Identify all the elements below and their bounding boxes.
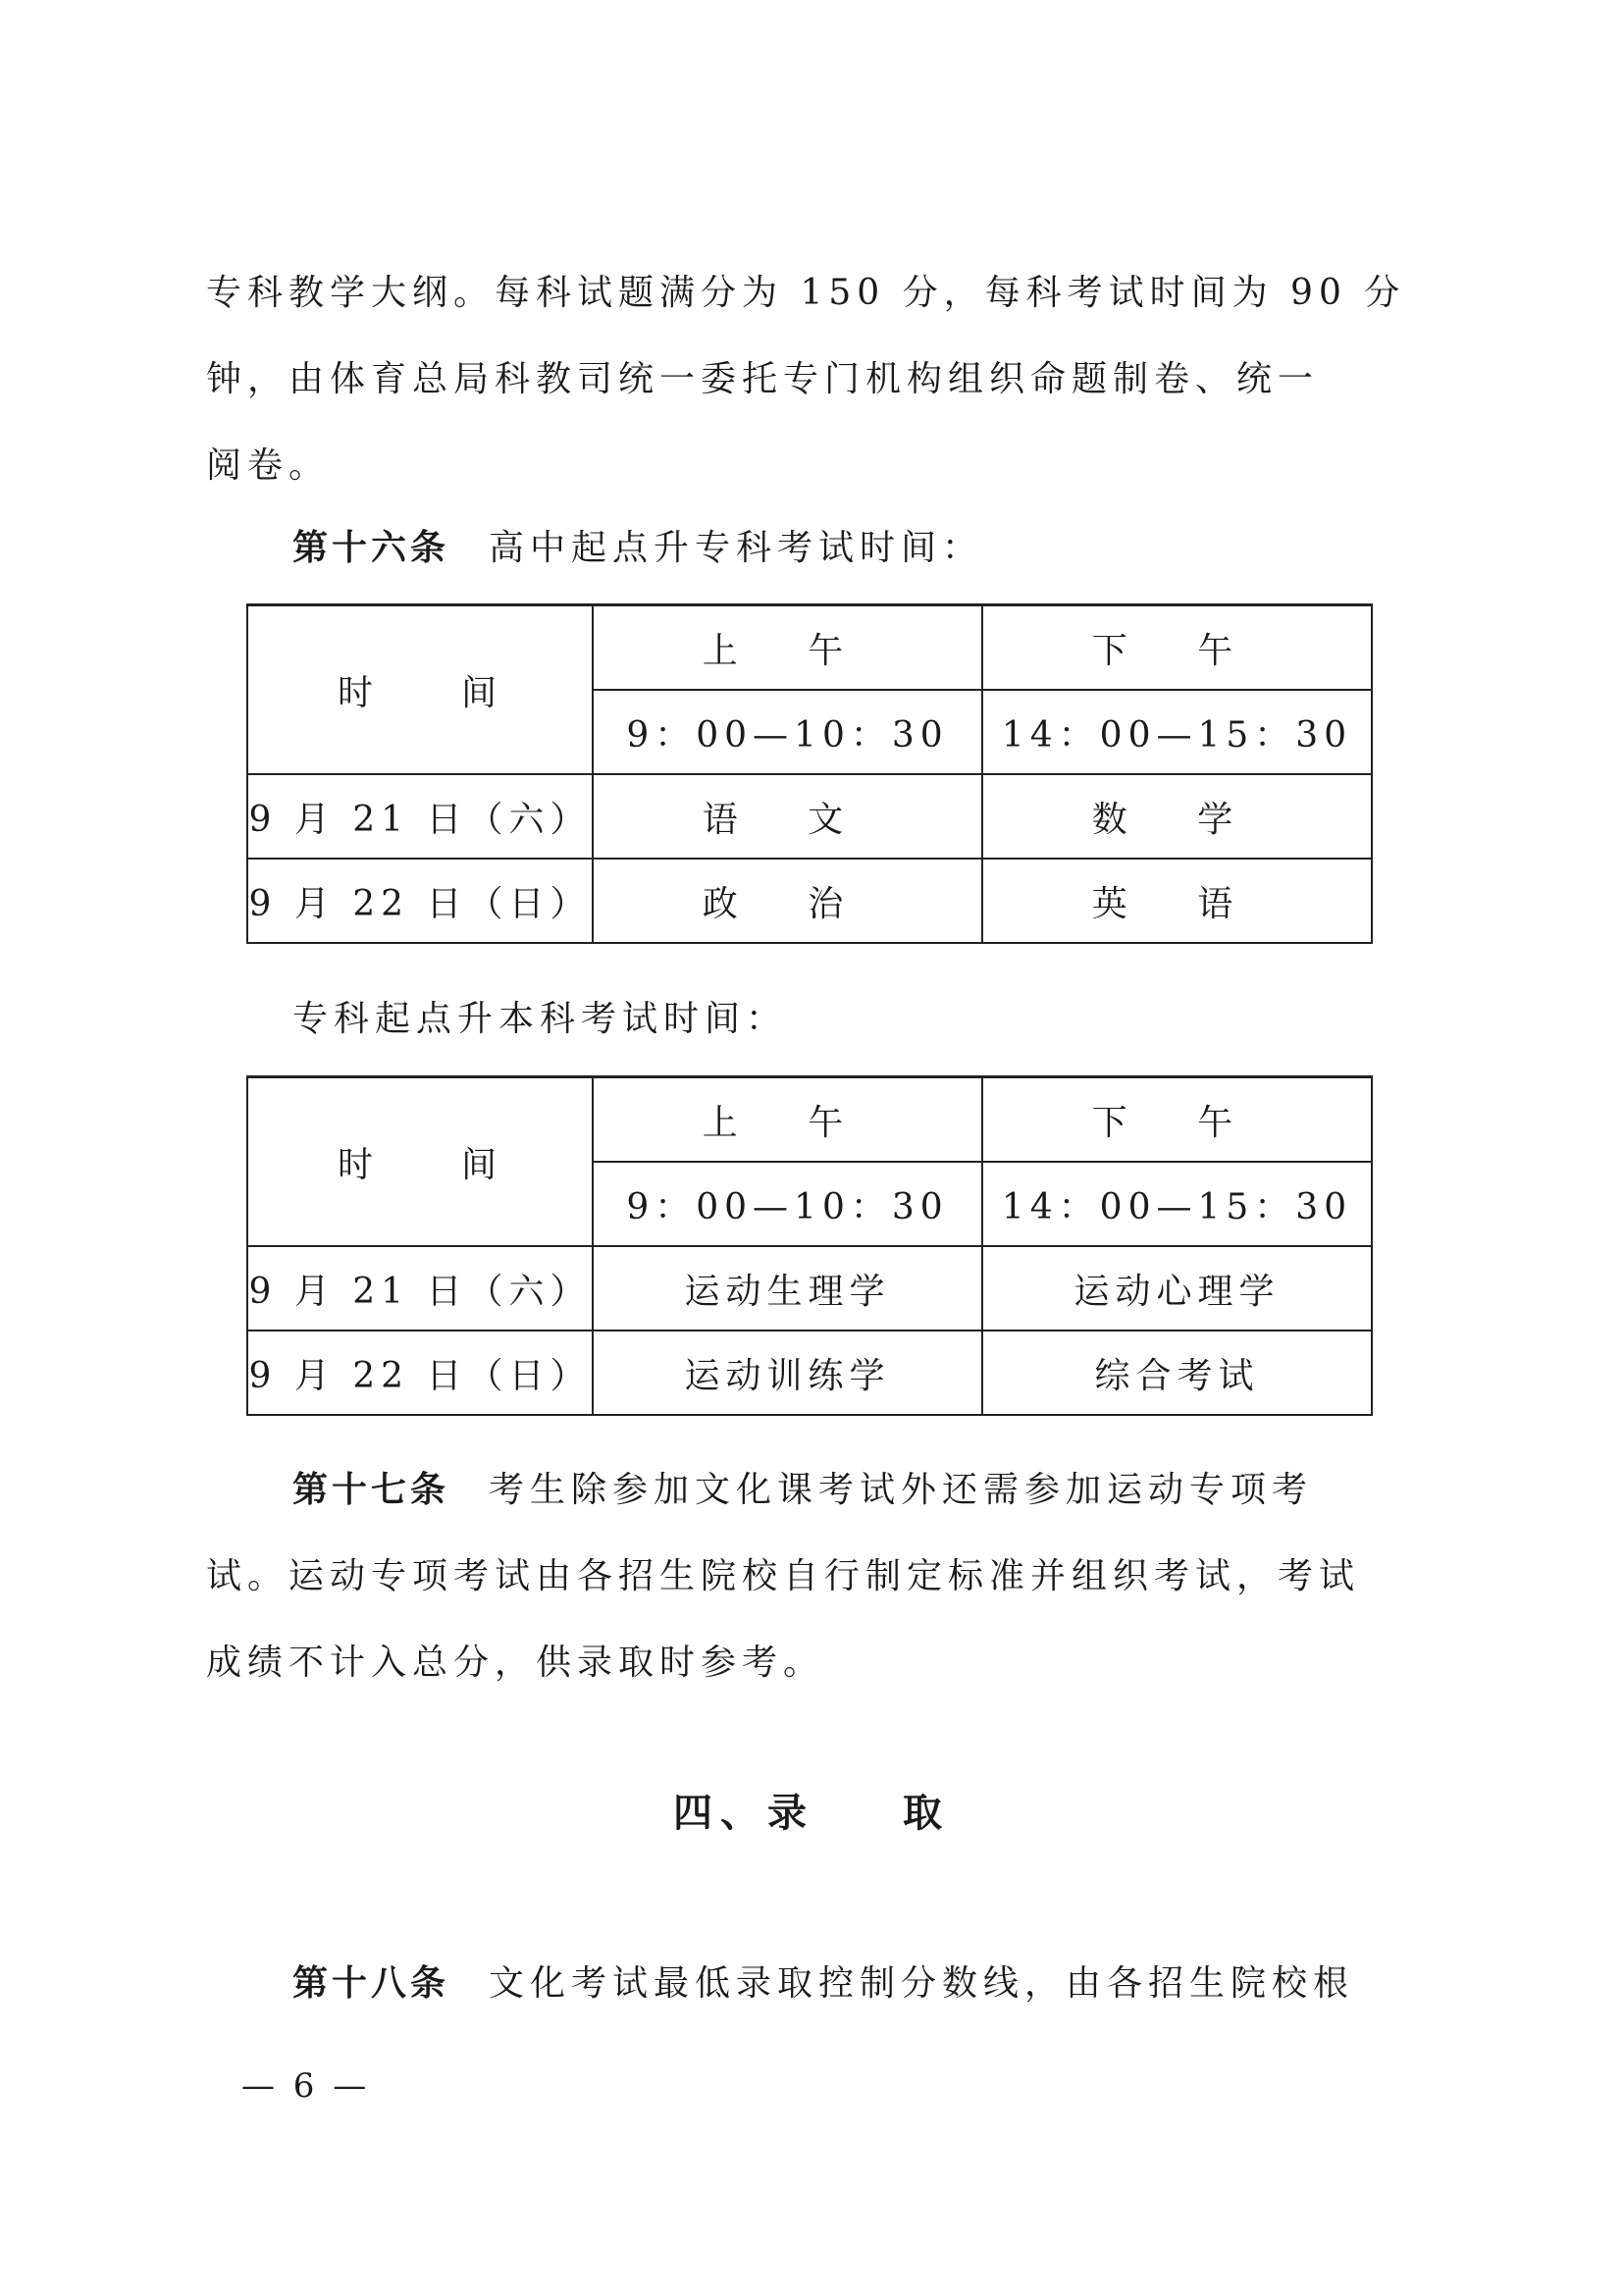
date-cell <box>247 1331 593 1415</box>
am-time: 9：00—10：30 <box>626 714 949 756</box>
time-header: 时 间 <box>337 672 502 713</box>
pm-subject: 英 语 <box>1091 883 1263 924</box>
am-time-cell <box>593 1162 982 1246</box>
date-cell <box>247 774 593 859</box>
pm-header-cell <box>982 1077 1372 1163</box>
pm-subject: 运动心理学 <box>1073 1271 1281 1312</box>
article-17-lead: 第十七条 <box>292 1470 450 1510</box>
table-row <box>247 774 1372 859</box>
am-subject: 运动训练学 <box>684 1355 891 1396</box>
pm-time-cell <box>982 1162 1372 1246</box>
am-time: 9：00—10：30 <box>626 1186 949 1227</box>
pm-subject-cell <box>982 774 1372 859</box>
para1-line-3: 阅卷。 <box>206 445 331 486</box>
am-subject: 运动生理学 <box>684 1271 891 1312</box>
date: 9 月 21 日（六） <box>248 799 592 840</box>
am-subject-cell <box>593 859 982 943</box>
table-row <box>247 1246 1372 1331</box>
pm-time: 14：00—15：30 <box>1001 1186 1353 1227</box>
article-16 <box>292 520 1499 570</box>
section-heading-prefix: 四、录 <box>673 1791 814 1836</box>
pm-header-cell <box>982 605 1372 691</box>
article-17-line-1 <box>292 1462 1499 1512</box>
article-18 <box>292 1956 1499 2006</box>
date: 9 月 22 日（日） <box>248 1355 592 1396</box>
page-number: — 6 — <box>241 2066 371 2106</box>
subtitle-upgrade-bachelor: 专科起点升本科考试时间： <box>292 999 788 1039</box>
am-time-cell <box>593 690 982 774</box>
pm-time-cell <box>982 690 1372 774</box>
am-header: 上 午 <box>702 630 873 671</box>
am-subject: 语 文 <box>702 799 873 840</box>
article-18-text: 文化考试最低录取控制分数线，由各招生院校根 <box>489 1963 1355 2004</box>
pm-subject: 数 学 <box>1091 799 1263 840</box>
section-heading-suffix: 取 <box>903 1791 950 1836</box>
table-row <box>247 605 1372 691</box>
time-header-cell <box>247 605 593 775</box>
table-row <box>247 1077 1372 1163</box>
date: 9 月 22 日（日） <box>248 883 592 924</box>
pm-subject: 综合考试 <box>1094 1355 1260 1396</box>
schedule-table-1 <box>246 603 1373 944</box>
am-subject: 政 治 <box>702 883 873 924</box>
time-header-cell <box>247 1077 593 1247</box>
para1-line-2: 钟，由体育总局科教司统一委托专门机构组织命题制卷、统一 <box>206 359 1320 399</box>
table-row <box>247 1331 1372 1415</box>
pm-header: 下 午 <box>1091 1102 1263 1143</box>
date-cell <box>247 859 593 943</box>
section-heading <box>0 1782 1623 1838</box>
pm-subject-cell <box>982 859 1372 943</box>
pm-subject-cell <box>982 1246 1372 1331</box>
article-18-lead: 第十八条 <box>292 1963 450 2004</box>
article-16-text: 高中起点升专科考试时间： <box>489 528 984 568</box>
am-header-cell <box>593 605 982 691</box>
am-subject-cell <box>593 1331 982 1415</box>
time-header: 时 间 <box>337 1144 502 1185</box>
article-17-line-3: 成绩不计入总分，供录取时参考。 <box>206 1643 825 1683</box>
pm-time: 14：00—15：30 <box>1001 714 1353 756</box>
article-17-line-2: 试。运动专项考试由各招生院校自行制定标准并组织考试，考试 <box>206 1556 1361 1596</box>
pm-subject-cell <box>982 1331 1372 1415</box>
am-header: 上 午 <box>702 1102 873 1143</box>
date-cell <box>247 1246 593 1331</box>
article-16-lead: 第十六条 <box>292 528 450 568</box>
table-row <box>247 859 1372 943</box>
am-subject-cell <box>593 1246 982 1331</box>
pm-header: 下 午 <box>1091 630 1263 671</box>
date: 9 月 21 日（六） <box>248 1271 592 1312</box>
am-subject-cell <box>593 774 982 859</box>
schedule-table-2 <box>246 1075 1373 1416</box>
article-17-text-1: 考生除参加文化课考试外还需参加运动专项考 <box>489 1470 1314 1510</box>
para1-line-1: 专科教学大纲。每科试题满分为 150 分，每科考试时间为 90 分 <box>206 273 1406 313</box>
am-header-cell <box>593 1077 982 1163</box>
